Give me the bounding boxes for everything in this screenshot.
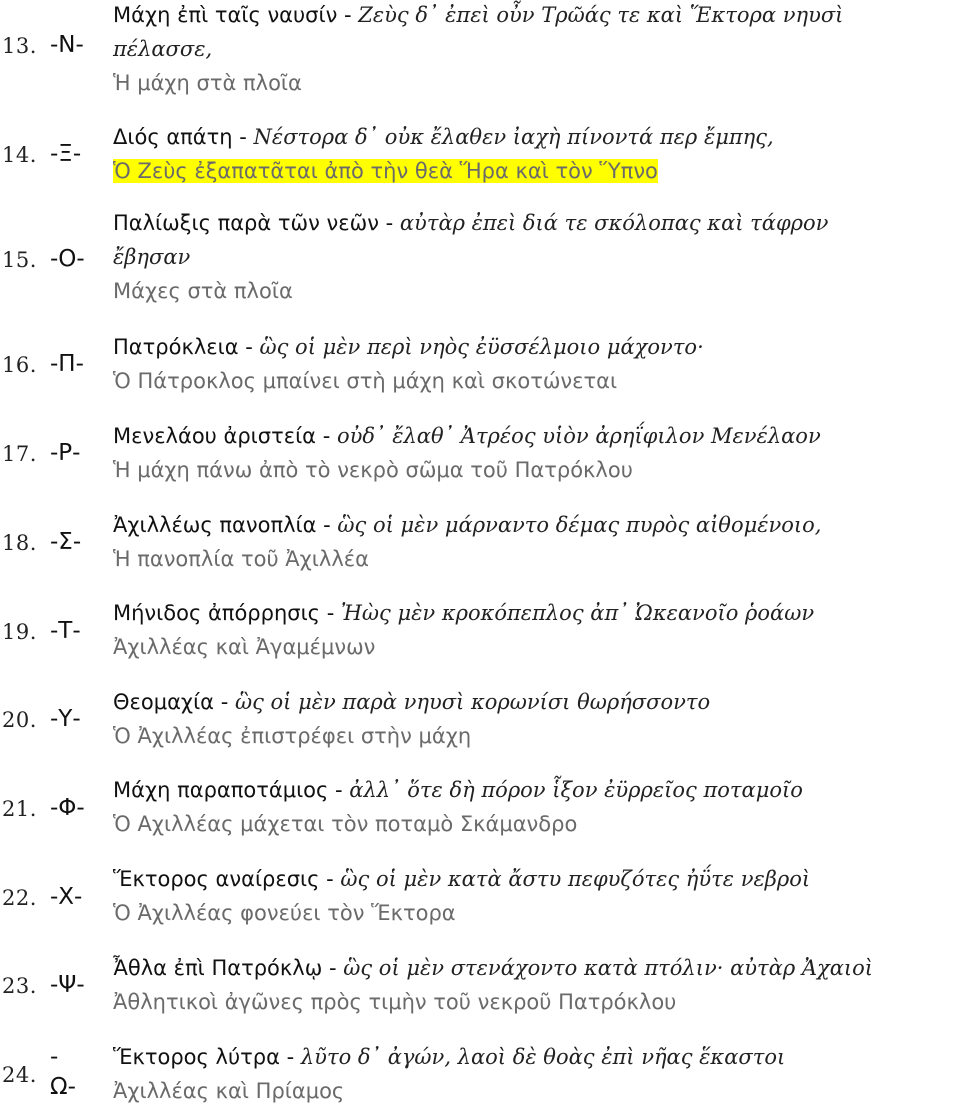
book-letter: -Π- — [50, 351, 84, 377]
opening-verse: ἀλλ᾽ ὅτε δὴ πόρον ἷξον ἐϋρρεῖος ποταμοῖο — [349, 778, 803, 802]
entry-heading-line — [113, 598, 958, 628]
book-translation: Ὁ Ἀχιλλέας ἐπιστρέφει στὴν μάχη — [113, 724, 472, 748]
book-translation: Ὁ Πάτροκλος μπαίνει στὴ μάχη καὶ σκοτώνεται — [113, 369, 618, 393]
book-number: 24. — [2, 1063, 37, 1087]
entry-text — [113, 510, 958, 574]
entry-text — [113, 332, 958, 396]
book-title: Μήνιδος ἀπόρρησις — [113, 601, 321, 625]
separator: - — [316, 513, 338, 537]
book-title: Μενελάου ἀριστεία — [113, 424, 317, 448]
opening-verse: αὐτὰρ ἐπεὶ διά τε σκόλοπας καὶ τάφρον — [399, 211, 829, 235]
book-title: Παλίωξις παρὰ τῶν νεῶν — [113, 211, 379, 235]
separator: - — [320, 601, 341, 625]
separator: - — [238, 335, 260, 359]
book-number: 19. — [2, 620, 37, 644]
book-letter: -Ξ- — [50, 141, 82, 167]
book-translation: Ἀχιλλέας καὶ Ἀγαμέμνων — [113, 635, 376, 659]
book-title: Ἕκτορος αναίρεσις — [113, 867, 320, 891]
entry-text — [113, 864, 958, 928]
book-letter-top: - — [50, 1044, 59, 1070]
book-title: Θεομαχία — [113, 690, 215, 714]
entry-heading-line — [113, 122, 958, 152]
book-letter — [50, 1042, 110, 1102]
entry-text — [113, 421, 958, 485]
entry-heading-line — [113, 332, 958, 362]
book-title: Μάχη παραποτάμιος — [113, 778, 329, 802]
book-translation: Μάχες στὰ πλοῖα — [113, 279, 293, 303]
entry-heading-line — [113, 421, 958, 451]
opening-verse: ὣς οἱ μὲν παρὰ νηυσὶ κορωνίσι θωρήσσοντο — [234, 690, 711, 714]
book-number: 13. — [2, 34, 37, 58]
entry-text — [113, 1042, 958, 1106]
book-title: Μάχη ἐπὶ ταῖς ναυσίν — [113, 3, 338, 27]
book-number: 15. — [2, 248, 37, 272]
book-number: 14. — [2, 143, 37, 167]
book-number: 21. — [2, 797, 37, 821]
book-letter: -Ψ- — [50, 972, 85, 998]
opening-verse: οὐδ᾽ ἔλαθ᾽ Ἀτρέος υἱὸν ἀρηΐφιλον Μενέλαον — [336, 424, 821, 448]
book-title: Πατρόκλεια — [113, 335, 239, 359]
book-letter: -Ο- — [50, 246, 85, 272]
book-translation: Ἡ μάχη πάνω ἀπὸ τὸ νεκρὸ σῶμα τοῦ Πατρόκλου — [113, 458, 633, 482]
entry-heading-line — [113, 775, 958, 805]
book-number: 16. — [2, 353, 37, 377]
opening-verse-continued: ἔβησαν — [113, 245, 191, 269]
entry-text — [113, 122, 958, 186]
entry-heading-line — [113, 208, 958, 238]
separator: - — [319, 867, 341, 891]
opening-verse: ὣς οἱ μὲν περὶ νηὸς ἐϋσσέλμοιο μάχοντο· — [259, 335, 704, 359]
book-title: Ἆθλα ἐπὶ Πατρόκλῳ — [113, 956, 323, 980]
opening-verse: Ἠὼς μὲν κροκόπεπλος ἀπ᾽ Ὠκεανοῖο ῥοάων — [340, 601, 815, 625]
book-number: 22. — [2, 886, 37, 910]
separator: - — [328, 778, 350, 802]
book-letter-bottom: Ω- — [50, 1074, 76, 1100]
book-letter: -Φ- — [50, 795, 85, 821]
opening-verse: Νέστορα δ᾽ οὐκ ἔλαθεν ἰαχὴ πίνοντά περ ἔμπης, — [253, 125, 774, 149]
entry-heading-line — [113, 510, 958, 540]
book-letter: -Υ- — [50, 706, 81, 732]
highlighted-translation: Ὁ Ζεὺς ἐξαπατᾶται ἀπὸ τὴν θεὰ Ἥρα καὶ τὸν Ὕπνο — [113, 159, 658, 183]
opening-verse-continued: πέλασσε, — [113, 37, 213, 61]
opening-verse: λῦτο δ᾽ ἀγών, λαοὶ δὲ θοὰς ἐπὶ νῆας ἕκαστοι — [300, 1045, 786, 1069]
book-translation: Ἀθλητικοὶ ἀγῶνες πρὸς τιμὴν τοῦ νεκροῦ Πατρόκλου — [113, 990, 677, 1014]
book-title: Ἀχιλλέως πανοπλία — [113, 513, 317, 537]
entry-text — [113, 687, 958, 751]
book-letter: -Ρ- — [50, 440, 81, 466]
separator: - — [232, 125, 254, 149]
entry-heading-line — [113, 0, 958, 30]
entry-text — [113, 208, 958, 306]
opening-verse: Ζεὺς δ᾽ ἐπεὶ οὖν Τρῶάς τε καὶ Ἕκτορα νηυσὶ — [358, 3, 844, 27]
book-translation: Ἡ μάχη στὰ πλοῖα — [113, 71, 302, 95]
entry-heading-line — [113, 953, 958, 983]
opening-verse: ὣς οἱ μὲν μάρναντο δέμας πυρὸς αἰθομένοιο, — [337, 513, 822, 537]
book-number: 20. — [2, 708, 37, 732]
book-title: Ἕκτορος λύτρα — [113, 1045, 280, 1069]
entry-heading-line — [113, 864, 958, 894]
book-number: 18. — [2, 531, 37, 555]
book-number: 17. — [2, 442, 37, 466]
book-letter: -Χ- — [50, 884, 83, 910]
entry-heading-line — [113, 687, 958, 717]
book-letter: -Τ- — [50, 618, 81, 644]
book-number: 23. — [2, 974, 37, 998]
book-letter: -Σ- — [50, 529, 82, 555]
book-translation: Ὁ Ἀχιλλέας φονεύει τὸν Ἕκτορα — [113, 901, 456, 925]
book-title: Διός απάτη — [113, 125, 233, 149]
book-translation: Ἡ πανοπλία τοῦ Ἀχιλλέα — [113, 547, 369, 571]
separator: - — [316, 424, 337, 448]
opening-verse: ὣς οἱ μὲν κατὰ ἄστυ πεφυζότες ἠΰτε νεβροὶ — [340, 867, 811, 891]
entry-text — [113, 0, 958, 98]
entry-text — [113, 953, 958, 1017]
entry-text — [113, 598, 958, 662]
entry-heading-line — [113, 1042, 958, 1072]
separator: - — [337, 3, 359, 27]
book-translation: Ἀχιλλέας καὶ Πρίαμος — [113, 1079, 345, 1103]
entry-text — [113, 775, 958, 839]
separator: - — [214, 690, 235, 714]
separator: - — [322, 956, 344, 980]
separator: - — [279, 1045, 301, 1069]
separator: - — [378, 211, 400, 235]
book-translation: Ὁ Αχιλλέας μάχεται τὸν ποταμὸ Σκάμανδρο — [113, 812, 578, 836]
book-letter: -Ν- — [50, 32, 84, 58]
opening-verse: ὣς οἱ μὲν στενάχοντο κατὰ πτόλιν· αὐτὰρ Ἀχαιοὶ — [343, 956, 874, 980]
